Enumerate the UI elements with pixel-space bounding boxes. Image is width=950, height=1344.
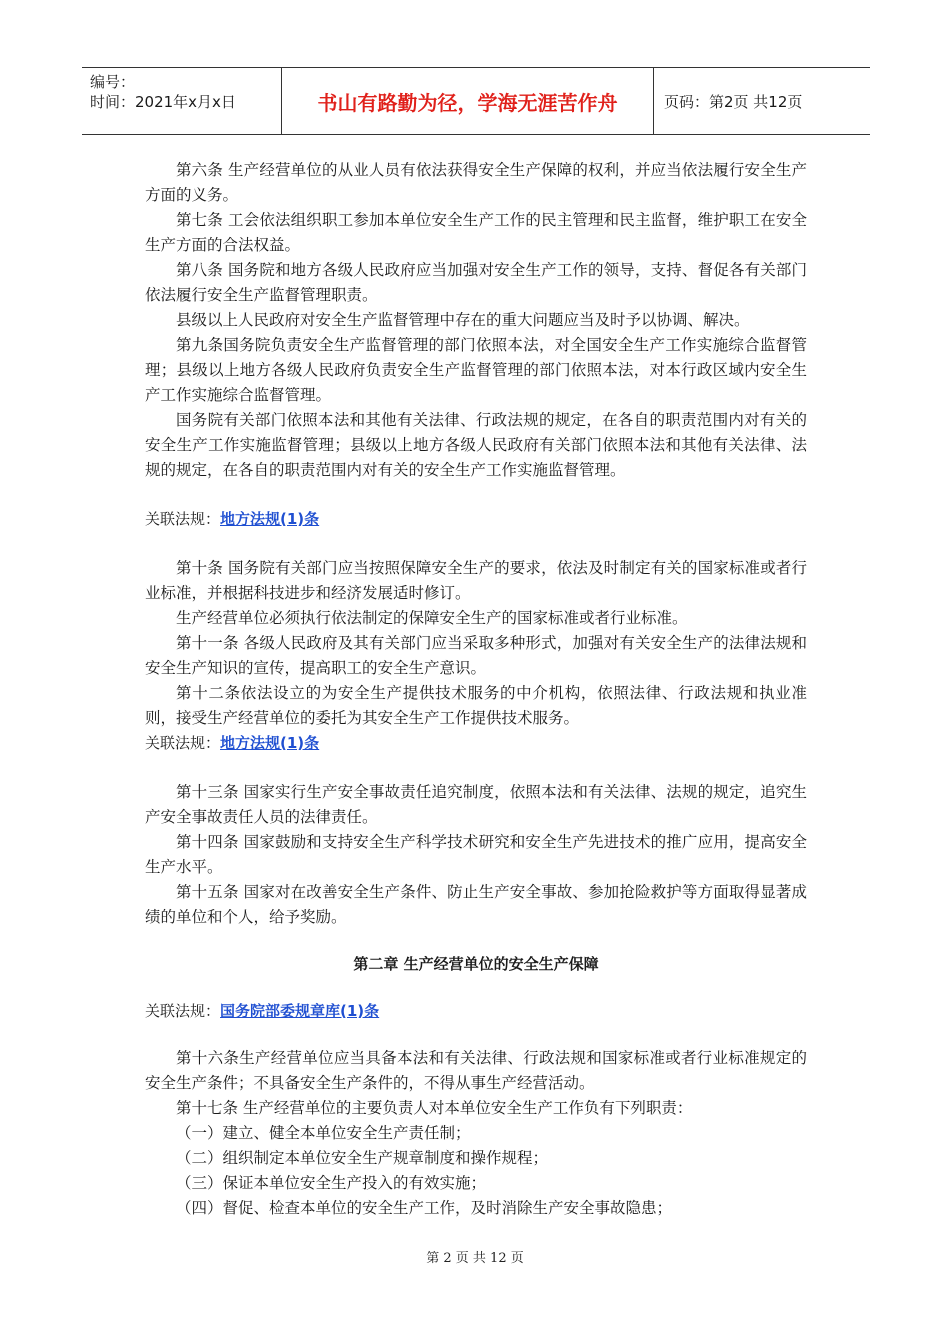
article-paragraph: 县级以上人民政府对安全生产监督管理中存在的重大问题应当及时予以协调、解决。 — [176, 311, 750, 329]
article-paragraph: 第六条 生产经营单位的从业人员有依法获得安全生产保障的权利，并应当依法履行安全生产方面的义务。 — [145, 161, 807, 204]
document-body — [145, 158, 807, 1221]
page-footer: 第 2 页 共 12 页 — [426, 1251, 524, 1266]
article-paragraph: 第十五条 国家对在改善安全生产条件、防止生产安全事故、参加抢险救护等方面取得显著成绩的单位和个人，给予奖励。 — [145, 883, 807, 926]
article-paragraph: 第十六条生产经营单位应当具备本法和有关法律、行政法规和国家标准或者行业标准规定的安全生产条件；不具备安全生产条件的，不得从事生产经营活动。 — [145, 1049, 807, 1092]
related-regulations-2 — [145, 731, 807, 756]
article-paragraph: 国务院有关部门依照本法和其他有关法律、行政法规的规定，在各自的职责范围内对有关的安全生产工作实施监督管理；县级以上地方各级人民政府有关部门依照本法和其他有关法律、法规的规定，在各自的职责范围内对有关的安全生产工作实施监督管理。 — [145, 411, 807, 479]
header-page-info: 页码：第2页 共12页 — [664, 92, 803, 111]
duty-item: （四）督促、检查本单位的安全生产工作，及时消除生产安全事故隐患； — [176, 1199, 673, 1217]
article-paragraph: 第十二条依法设立的为安全生产提供技术服务的中介机构，依照法律、行政法规和执业准则，接受生产经营单位的委托为其安全生产工作提供技术服务。 — [145, 684, 807, 727]
article-paragraph: 第十一条 各级人民政府及其有关部门应当采取多种形式，加强对有关安全生产的法律法规和安全生产知识的宣传，提高职工的安全生产意识。 — [145, 634, 807, 677]
time-label: 时间：2021年x月x日 — [90, 93, 236, 111]
related-label: 关联法规： — [145, 510, 221, 528]
header-motto: 书山有路勤为径，学海无涯苦作舟 — [282, 68, 654, 134]
related-regulations-3 — [145, 999, 807, 1024]
article-paragraph: 第九条国务院负责安全生产监督管理的部门依照本法，对全国安全生产工作实施综合监督管理；县级以上地方各级人民政府负责安全生产监督管理的部门依照本法，对本行政区域内安全生产工作实施综合监督管理。 — [145, 336, 807, 404]
header-meta — [82, 68, 282, 134]
related-label: 关联法规： — [145, 734, 221, 752]
article-paragraph: 生产经营单位必须执行依法制定的保障安全生产的国家标准或者行业标准。 — [176, 609, 688, 627]
related-regulations-1 — [145, 507, 807, 532]
article-paragraph: 第十七条 生产经营单位的主要负责人对本单位安全生产工作负有下列职责： — [176, 1099, 693, 1117]
duty-item: （三）保证本单位安全生产投入的有效实施； — [176, 1174, 487, 1192]
duty-item: （一）建立、健全本单位安全生产责任制； — [176, 1124, 471, 1142]
number-label: 编号： — [90, 73, 136, 91]
related-link[interactable]: 地方法规(1)条 — [220, 734, 320, 752]
article-paragraph: 第八条 国务院和地方各级人民政府应当加强对安全生产工作的领导，支持、督促各有关部门依法履行安全生产监督管理职责。 — [145, 261, 807, 304]
document-header — [82, 67, 870, 135]
article-paragraph: 第十条 国务院有关部门应当按照保障安全生产的要求，依法及时制定有关的国家标准或者行业标准，并根据科技进步和经济发展适时修订。 — [145, 559, 807, 602]
article-paragraph: 第十三条 国家实行生产安全事故责任追究制度，依照本法和有关法律、法规的规定，追究生产安全事故责任人员的法律责任。 — [145, 783, 807, 826]
article-paragraph: 第七条 工会依法组织职工参加本单位安全生产工作的民主管理和民主监督，维护职工在安全生产方面的合法权益。 — [145, 211, 807, 254]
article-paragraph: 第十四条 国家鼓励和支持安全生产科学技术研究和安全生产先进技术的推广应用，提高安全生产水平。 — [145, 833, 807, 876]
duty-item: （二）组织制定本单位安全生产规章制度和操作规程； — [176, 1149, 549, 1167]
related-label: 关联法规： — [145, 1002, 221, 1020]
related-link[interactable]: 地方法规(1)条 — [220, 510, 320, 528]
chapter-title: 第二章 生产经营单位的安全生产保障 — [353, 955, 599, 973]
related-link[interactable]: 国务院部委规章库(1)条 — [220, 1002, 380, 1020]
